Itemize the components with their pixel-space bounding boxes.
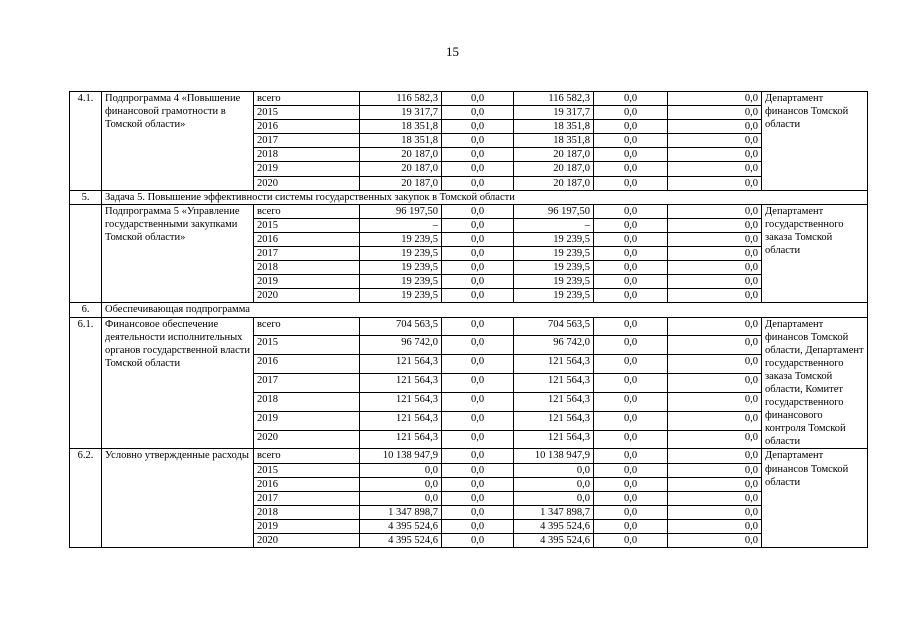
total-cell: 121 564,3 <box>360 411 442 430</box>
total-cell: 96 197,50 <box>360 204 442 218</box>
value-cell: 0,0 <box>514 491 594 505</box>
value-cell: 20 187,0 <box>514 162 594 176</box>
value-cell: 4 395 524,6 <box>514 534 594 548</box>
period-cell: 2015 <box>254 218 360 232</box>
value-cell: 0,0 <box>594 134 668 148</box>
value-cell: 19 239,5 <box>514 247 594 261</box>
total-cell: 121 564,3 <box>360 355 442 374</box>
value-cell: 0,0 <box>668 289 762 303</box>
value-cell: 0,0 <box>594 148 668 162</box>
value-cell: 0,0 <box>594 519 668 533</box>
total-cell: 0,0 <box>360 463 442 477</box>
value-cell: 0,0 <box>668 148 762 162</box>
period-cell: 2015 <box>254 463 360 477</box>
total-cell: 19 239,5 <box>360 232 442 246</box>
table-row <box>70 449 868 463</box>
total-cell: 116 582,3 <box>360 92 442 106</box>
value-cell: 0,0 <box>594 218 668 232</box>
value-cell: 0,0 <box>594 289 668 303</box>
value-cell: 0,0 <box>442 463 514 477</box>
value-cell: 0,0 <box>442 204 514 218</box>
value-cell: 0,0 <box>594 477 668 491</box>
value-cell: 19 239,5 <box>514 289 594 303</box>
value-cell: 0,0 <box>442 355 514 374</box>
total-cell: 121 564,3 <box>360 392 442 411</box>
value-cell: 18 351,8 <box>514 134 594 148</box>
value-cell: 0,0 <box>668 411 762 430</box>
value-cell: 4 395 524,6 <box>514 519 594 533</box>
value-cell: 0,0 <box>594 392 668 411</box>
value-cell: 0,0 <box>442 430 514 449</box>
value-cell: 0,0 <box>594 261 668 275</box>
value-cell: 0,0 <box>442 392 514 411</box>
period-cell: 2015 <box>254 106 360 120</box>
task-row <box>70 190 868 204</box>
total-cell: 4 395 524,6 <box>360 519 442 533</box>
responsible-cell: Департамент государственного заказа Томской области <box>762 204 868 303</box>
value-cell: 0,0 <box>668 519 762 533</box>
responsible-cell: Департамент финансов Томской области <box>762 449 868 548</box>
program-name: Условно утвержденные расходы <box>102 449 254 548</box>
program-code: 4.1. <box>70 92 102 191</box>
value-cell: 0,0 <box>594 336 668 355</box>
value-cell: 121 564,3 <box>514 355 594 374</box>
value-cell: 0,0 <box>442 336 514 355</box>
total-cell: 18 351,8 <box>360 120 442 134</box>
table-row <box>70 92 868 106</box>
value-cell: 0,0 <box>668 317 762 336</box>
page-number: 15 <box>446 44 459 59</box>
value-cell: 20 187,0 <box>514 176 594 190</box>
total-cell: – <box>360 218 442 232</box>
program-name: Финансовое обеспечение деятельности исполнительных органов государственной власти Томской области <box>102 317 254 449</box>
total-cell: 121 564,3 <box>360 430 442 449</box>
value-cell: 0,0 <box>668 430 762 449</box>
value-cell: 0,0 <box>442 505 514 519</box>
value-cell: 0,0 <box>594 463 668 477</box>
value-cell: 1 347 898,7 <box>514 505 594 519</box>
period-cell: 2018 <box>254 148 360 162</box>
value-cell: 0,0 <box>594 355 668 374</box>
value-cell: 0,0 <box>442 289 514 303</box>
total-cell: 4 395 524,6 <box>360 534 442 548</box>
period-cell: 2019 <box>254 411 360 430</box>
task-row <box>70 303 868 317</box>
total-cell: 19 239,5 <box>360 261 442 275</box>
period-cell: 2020 <box>254 176 360 190</box>
value-cell: 96 742,0 <box>514 336 594 355</box>
value-cell: 121 564,3 <box>514 374 594 393</box>
value-cell: 0,0 <box>594 275 668 289</box>
value-cell: 0,0 <box>594 505 668 519</box>
value-cell: 0,0 <box>442 477 514 491</box>
value-cell: 0,0 <box>668 477 762 491</box>
period-cell: 2020 <box>254 289 360 303</box>
value-cell: 0,0 <box>594 374 668 393</box>
value-cell: 0,0 <box>594 491 668 505</box>
period-cell: 2018 <box>254 392 360 411</box>
value-cell: 18 351,8 <box>514 120 594 134</box>
value-cell: 121 564,3 <box>514 392 594 411</box>
value-cell: 0,0 <box>668 275 762 289</box>
value-cell: 0,0 <box>668 106 762 120</box>
total-cell: 1 347 898,7 <box>360 505 442 519</box>
budget-table <box>69 91 868 548</box>
value-cell: 0,0 <box>668 247 762 261</box>
value-cell: 0,0 <box>594 247 668 261</box>
value-cell: 0,0 <box>668 534 762 548</box>
period-cell: 2018 <box>254 505 360 519</box>
total-cell: 19 239,5 <box>360 275 442 289</box>
period-cell: 2016 <box>254 355 360 374</box>
period-cell: 2018 <box>254 261 360 275</box>
total-cell: 96 742,0 <box>360 336 442 355</box>
value-cell: 0,0 <box>594 162 668 176</box>
period-cell: 2017 <box>254 247 360 261</box>
value-cell: 19 239,5 <box>514 275 594 289</box>
value-cell: 0,0 <box>594 120 668 134</box>
task-title: Обеспечивающая подпрограмма <box>102 303 868 317</box>
value-cell: 0,0 <box>594 534 668 548</box>
period-cell: 2020 <box>254 430 360 449</box>
value-cell: 0,0 <box>442 120 514 134</box>
value-cell: 0,0 <box>442 519 514 533</box>
program-code <box>70 204 102 303</box>
period-cell: 2020 <box>254 534 360 548</box>
value-cell: 0,0 <box>442 106 514 120</box>
value-cell: 0,0 <box>442 491 514 505</box>
period-cell: всего <box>254 449 360 463</box>
value-cell: 19 239,5 <box>514 232 594 246</box>
period-cell: 2016 <box>254 477 360 491</box>
value-cell: 0,0 <box>442 162 514 176</box>
value-cell: 0,0 <box>514 477 594 491</box>
value-cell: 0,0 <box>668 218 762 232</box>
value-cell: 0,0 <box>594 204 668 218</box>
value-cell: 0,0 <box>442 247 514 261</box>
value-cell: 704 563,5 <box>514 317 594 336</box>
period-cell: 2019 <box>254 275 360 289</box>
value-cell: 0,0 <box>668 204 762 218</box>
value-cell: 0,0 <box>594 411 668 430</box>
value-cell: 0,0 <box>442 92 514 106</box>
program-code: 6.1. <box>70 317 102 449</box>
table-row <box>70 317 868 336</box>
period-cell: 2019 <box>254 519 360 533</box>
value-cell: 0,0 <box>442 134 514 148</box>
total-cell: 0,0 <box>360 477 442 491</box>
period-cell: 2015 <box>254 336 360 355</box>
value-cell: 0,0 <box>442 232 514 246</box>
total-cell: 19 317,7 <box>360 106 442 120</box>
value-cell: 0,0 <box>442 449 514 463</box>
value-cell: 0,0 <box>668 162 762 176</box>
period-cell: 2017 <box>254 134 360 148</box>
value-cell: 0,0 <box>668 92 762 106</box>
value-cell: 0,0 <box>594 232 668 246</box>
program-code: 6.2. <box>70 449 102 548</box>
value-cell: 121 564,3 <box>514 430 594 449</box>
value-cell: 116 582,3 <box>514 92 594 106</box>
period-cell: 2016 <box>254 120 360 134</box>
value-cell: 0,0 <box>668 491 762 505</box>
value-cell: 0,0 <box>668 120 762 134</box>
period-cell: всего <box>254 204 360 218</box>
value-cell: 0,0 <box>668 374 762 393</box>
program-name: Подпрограмма 4 «Повышение финансовой грамотности в Томской области» <box>102 92 254 191</box>
total-cell: 19 239,5 <box>360 289 442 303</box>
value-cell: 0,0 <box>668 463 762 477</box>
period-cell: всего <box>254 92 360 106</box>
program-name: Подпрограмма 5 «Управление государственными закупками Томской области» <box>102 204 254 303</box>
value-cell: 10 138 947,9 <box>514 449 594 463</box>
value-cell: 0,0 <box>442 411 514 430</box>
task-title: Задача 5. Повышение эффективности системы государственных закупок в Томской области <box>102 190 868 204</box>
value-cell: 0,0 <box>442 317 514 336</box>
value-cell: 0,0 <box>668 449 762 463</box>
value-cell: 0,0 <box>594 317 668 336</box>
total-cell: 18 351,8 <box>360 134 442 148</box>
value-cell: 0,0 <box>594 449 668 463</box>
value-cell: 0,0 <box>594 430 668 449</box>
value-cell: 0,0 <box>442 374 514 393</box>
total-cell: 121 564,3 <box>360 374 442 393</box>
total-cell: 20 187,0 <box>360 162 442 176</box>
value-cell: 0,0 <box>442 261 514 275</box>
value-cell: 0,0 <box>668 336 762 355</box>
value-cell: 19 239,5 <box>514 261 594 275</box>
total-cell: 20 187,0 <box>360 148 442 162</box>
value-cell: 0,0 <box>594 92 668 106</box>
value-cell: 121 564,3 <box>514 411 594 430</box>
responsible-cell: Департамент финансов Томской области, Департамент государственного заказа Томской области, Комитет государственного финансового контроля Томской области <box>762 317 868 449</box>
table-body <box>70 92 868 548</box>
value-cell: – <box>514 218 594 232</box>
value-cell: 20 187,0 <box>514 148 594 162</box>
value-cell: 0,0 <box>668 176 762 190</box>
value-cell: 0,0 <box>594 106 668 120</box>
value-cell: 0,0 <box>442 176 514 190</box>
value-cell: 0,0 <box>594 176 668 190</box>
value-cell: 0,0 <box>668 505 762 519</box>
period-cell: 2017 <box>254 491 360 505</box>
value-cell: 96 197,50 <box>514 204 594 218</box>
period-cell: всего <box>254 317 360 336</box>
total-cell: 0,0 <box>360 491 442 505</box>
responsible-cell: Департамент финансов Томской области <box>762 92 868 191</box>
total-cell: 10 138 947,9 <box>360 449 442 463</box>
period-cell: 2019 <box>254 162 360 176</box>
value-cell: 0,0 <box>442 534 514 548</box>
value-cell: 0,0 <box>442 148 514 162</box>
total-cell: 704 563,5 <box>360 317 442 336</box>
value-cell: 0,0 <box>442 218 514 232</box>
table-row <box>70 204 868 218</box>
total-cell: 20 187,0 <box>360 176 442 190</box>
value-cell: 0,0 <box>514 463 594 477</box>
value-cell: 0,0 <box>668 232 762 246</box>
task-code: 5. <box>70 190 102 204</box>
period-cell: 2016 <box>254 232 360 246</box>
value-cell: 0,0 <box>668 261 762 275</box>
total-cell: 19 239,5 <box>360 247 442 261</box>
period-cell: 2017 <box>254 374 360 393</box>
value-cell: 0,0 <box>668 355 762 374</box>
task-code: 6. <box>70 303 102 317</box>
value-cell: 19 317,7 <box>514 106 594 120</box>
value-cell: 0,0 <box>668 392 762 411</box>
value-cell: 0,0 <box>442 275 514 289</box>
value-cell: 0,0 <box>668 134 762 148</box>
